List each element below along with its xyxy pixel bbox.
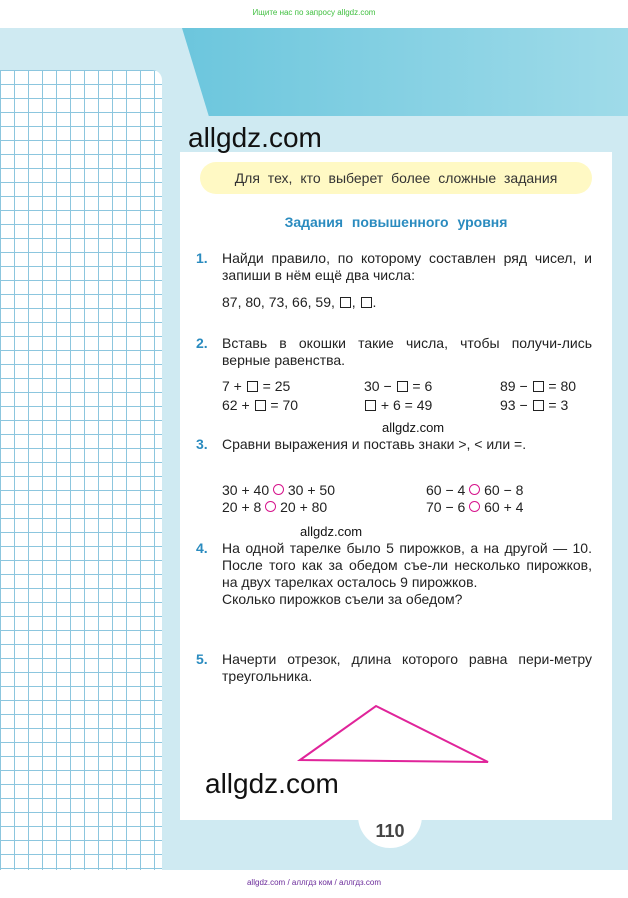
task-text: Найди правило, по которому составлен ряд чисел, и запиши в нём ещё два числа: (222, 250, 592, 283)
watermark: allgdz.com (205, 768, 339, 799)
task-number: 3. (196, 436, 208, 452)
header-banner (182, 28, 628, 116)
watermark: allgdz.com (188, 122, 322, 153)
task-number: 2. (196, 335, 208, 351)
hard-tasks-banner: Для тех, кто выберет более сложные задания (200, 162, 592, 194)
empty-box-icon (533, 381, 544, 392)
equation: 7 + = 25 (222, 378, 291, 394)
task-number: 5. (196, 651, 208, 667)
circle-icon (273, 484, 284, 495)
circle-icon (469, 484, 480, 495)
task-question: Сколько пирожков съели за обедом? (222, 591, 463, 607)
comparison: 30 + 40 30 + 50 (222, 482, 335, 498)
equation: 89 − = 80 (500, 378, 577, 394)
task-1 (196, 250, 592, 284)
grid-paper (0, 70, 162, 876)
empty-box-icon (365, 400, 376, 411)
triangle-figure (290, 700, 500, 770)
section-title: Задания повышенного уровня (284, 214, 508, 230)
task-text: Вставь в окошки такие числа, чтобы получи-лись верные равенства. (222, 335, 592, 368)
task-number: 1. (196, 250, 208, 266)
equation: 30 − = 6 (364, 378, 433, 394)
sequence-values: 87, 80, 73, 66, 59, (222, 294, 339, 310)
top-note: Ищите нас по запросу allgdz.com (252, 8, 376, 17)
empty-box-icon (361, 297, 372, 308)
task-text: На одной тарелке было 5 пирожков, а на другой — 10. После того как за обедом съе-ли несколько пирожков, на двух тарелках осталось 9 пирожков. (222, 540, 592, 590)
watermark: allgdz.com (300, 524, 363, 539)
task-number: 4. (196, 540, 208, 556)
watermark: allgdz.com (382, 420, 445, 435)
triangle-shape (300, 706, 488, 762)
circle-icon (265, 501, 276, 512)
task-2 (196, 335, 592, 369)
task-5 (196, 651, 592, 685)
task-4 (196, 540, 592, 608)
comparison: 60 − 4 60 − 8 (426, 482, 524, 498)
task-3 (196, 436, 592, 453)
empty-box-icon (340, 297, 351, 308)
equation: 62 + = 70 (222, 397, 299, 413)
task-text: Сравни выражения и поставь знаки >, < или =. (222, 436, 527, 452)
footer-note: allgdz.com / аллгдз ком / аллгдз.com (246, 878, 382, 887)
equation: 93 − = 3 (500, 397, 569, 413)
comparison: 70 − 6 60 + 4 (426, 499, 524, 515)
empty-box-icon (247, 381, 258, 392)
empty-box-icon (533, 400, 544, 411)
equation: + 6 = 49 (364, 397, 432, 413)
task-text: Начерти отрезок, длина которого равна пери-метру треугольника. (222, 651, 592, 684)
circle-icon (469, 501, 480, 512)
empty-box-icon (397, 381, 408, 392)
comparison: 20 + 8 20 + 80 (222, 499, 328, 515)
number-sequence: 87, 80, 73, 66, 59, , . (222, 294, 377, 310)
empty-box-icon (255, 400, 266, 411)
page-number: 110 (358, 814, 422, 848)
